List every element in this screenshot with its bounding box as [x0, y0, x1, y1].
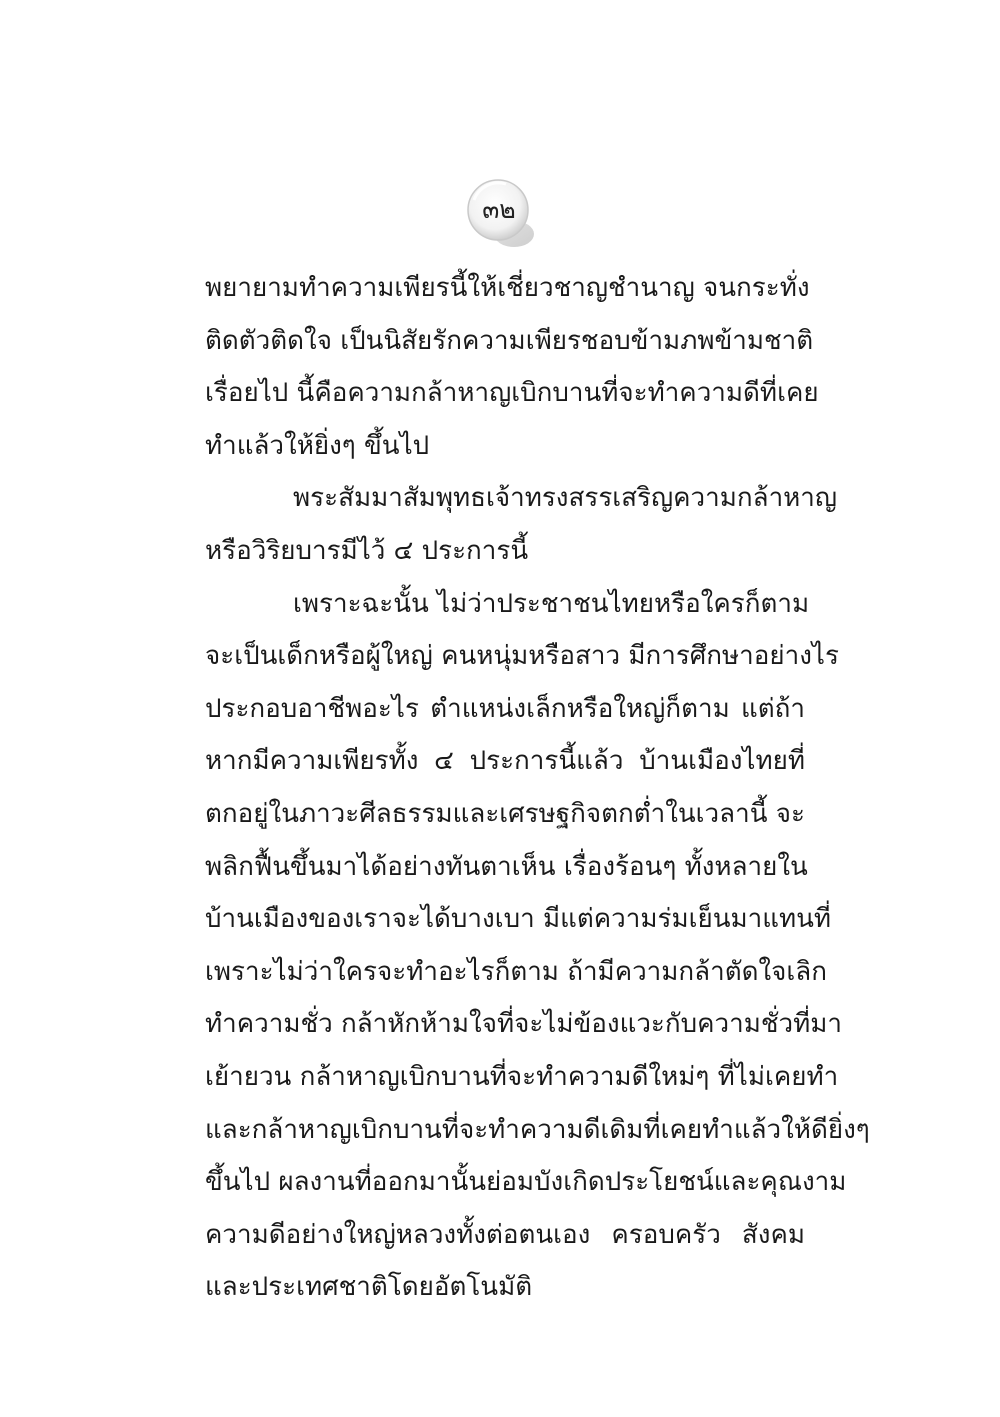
text-line: หรือวิริยบารมีไว้ ๔ ประการนี้: [205, 535, 529, 566]
text-line: พลิกฟื้นขึ้นมาได้อย่างทันตาเห็น เรื่องร้อนๆ ทั้งหลายใน: [205, 851, 808, 882]
text-line: ขึ้นไป ผลงานที่ออกมานั้นย่อมบังเกิดประโยชน์และคุณงาม: [205, 1167, 847, 1198]
text-line: เพราะไม่ว่าใครจะทำอะไรก็ตาม ถ้ามีความกล้าตัดใจเลิก: [205, 956, 827, 987]
text-line: หากมีความเพียรทั้ง ๔ ประการนี้แล้ว บ้านเมืองไทยที่: [205, 746, 805, 777]
text-line: ติดตัวติดใจ เป็นนิสัยรักความเพียรชอบข้ามภพข้ามชาติ: [205, 325, 814, 356]
text-line: ตกอยู่ในภาวะศีลธรรมและเศรษฐกิจตกต่ำในเวลานี้ จะ: [205, 798, 805, 829]
text-line: เรื่อยไป นี้คือความกล้าหาญเบิกบานที่จะทำความดีที่เคย: [205, 378, 819, 409]
text-line: และประเทศชาติโดยอัตโนมัติ: [205, 1272, 533, 1303]
body-text: [205, 262, 870, 1314]
text-line: ทำความชั่ว กล้าหักห้ามใจที่จะไม่ข้องแวะกับความชั่วที่มา: [205, 1009, 842, 1040]
text-line: เพราะฉะนั้น ไม่ว่าประชาชนไทยหรือใครก็ตาม: [293, 588, 810, 619]
text-line: พยายามทำความเพียรนี้ให้เชี่ยวชาญชำนาญ จนกระทั่ง: [205, 273, 810, 303]
text-line: และกล้าหาญเบิกบานที่จะทำความดีเดิมที่เคยทำแล้วให้ดียิ่งๆ: [205, 1114, 870, 1145]
text-line: บ้านเมืองของเราจะได้บางเบา มีแต่ความร่มเย็นมาแทนที่: [205, 904, 832, 935]
text-line: เย้ายวน กล้าหาญเบิกบานที่จะทำความดีใหม่ๆ ที่ไม่เคยทำ: [205, 1061, 839, 1092]
text-line: ความดีอย่างใหญ่หลวงทั้งต่อตนเอง ครอบครัว สังคม: [205, 1219, 805, 1250]
text-line: พระสัมมาสัมพุทธเจ้าทรงสรรเสริญความกล้าหาญ: [293, 483, 838, 514]
text-line: จะเป็นเด็กหรือผู้ใหญ่ คนหนุ่มหรือสาว มีการศึกษาอย่างไร: [205, 641, 839, 672]
text-line: ทำแล้วให้ยิ่งๆ ขึ้นไป: [205, 430, 430, 461]
page-number: ๓๒: [482, 195, 516, 224]
text-line: ประกอบอาชีพอะไร ตำแหน่งเล็กหรือใหญ่ก็ตาม แต่ถ้า: [205, 693, 805, 724]
